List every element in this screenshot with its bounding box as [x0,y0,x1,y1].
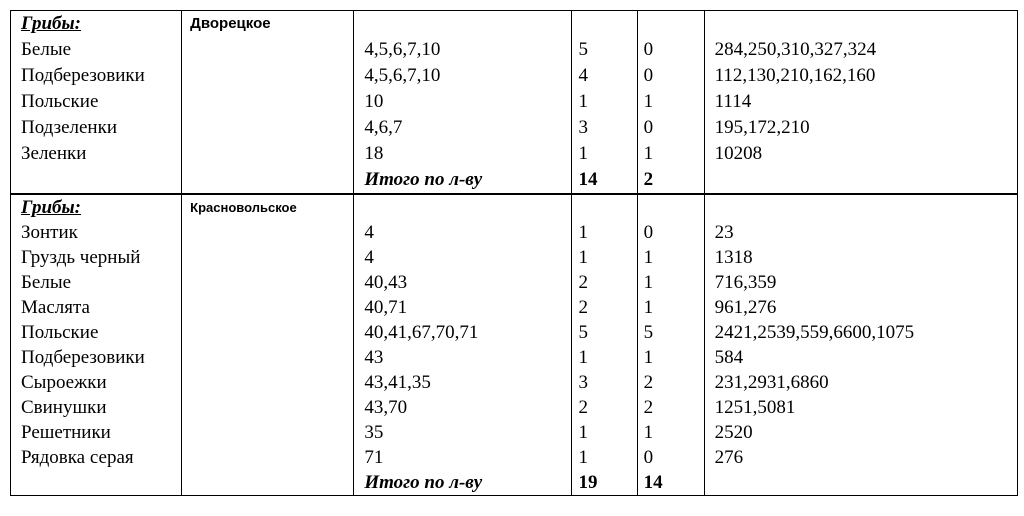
species-name: Польские [21,91,99,112]
species-name: Белые [21,39,72,60]
values-list: 961,276 [714,297,777,318]
count-a: 5 [578,39,589,60]
species-name: Подзеленки [21,117,117,138]
count-b: 1 [643,422,654,443]
species-name: Сыроежки [21,372,107,393]
count-b: 0 [643,65,654,86]
count-b-column [637,11,704,195]
values-list: 195,172,210 [714,117,810,138]
table-section [11,194,1018,496]
count-b: 1 [643,347,654,368]
sites-value: 4,5,6,7,10 [364,39,441,60]
sites-value: 10 [364,91,384,112]
values-list: 276 [714,447,744,468]
count-a: 4 [578,65,589,86]
count-a: 1 [578,347,589,368]
total-a: 19 [578,472,598,493]
species-name: Зеленки [21,143,87,164]
count-a: 2 [578,297,589,318]
sites-value: 40,71 [364,297,408,318]
location-name: Дворецкое [190,15,271,32]
values-list: 584 [714,347,744,368]
count-b: 1 [643,297,654,318]
values-list: 1114 [714,91,752,112]
count-b: 0 [643,117,654,138]
sites-value: 4 [364,247,374,268]
values-list: 23 [714,222,734,243]
values-column [704,11,1017,195]
species-name: Груздь черный [21,247,141,268]
total-b: 2 [643,169,654,190]
sites-value: 43,70 [364,397,408,418]
count-a: 3 [578,372,589,393]
sites-value: 4 [364,222,374,243]
count-b: 0 [643,39,654,60]
sites-value: 35 [364,422,384,443]
sites-value: 18 [364,143,384,164]
sites-column [354,11,571,195]
count-a: 1 [578,247,589,268]
total-a: 14 [578,169,598,190]
species-name: Зонтик [21,222,78,243]
species-name: Подберезовики [21,347,145,368]
count-b: 1 [643,91,654,112]
count-a-column [571,11,637,195]
count-b-column [637,194,704,496]
count-a: 3 [578,117,589,138]
sites-value: 43,41,35 [364,372,431,393]
location-name: Красновольское [190,200,297,215]
count-a: 1 [578,447,589,468]
document-page [10,10,1018,506]
values-list: 1318 [714,247,753,268]
total-label: Итого по л-ву [364,472,483,493]
values-list: 112,130,210,162,160 [714,65,876,86]
sites-value: 4,6,7 [364,117,403,138]
species-name: Свинушки [21,397,107,418]
values-list: 284,250,310,327,324 [714,39,877,60]
count-b: 1 [643,143,654,164]
count-b: 2 [643,397,654,418]
count-b: 1 [643,247,654,268]
count-a: 2 [578,272,589,293]
count-b: 0 [643,222,654,243]
count-b: 0 [643,447,654,468]
species-name: Рядовка серая [21,447,134,468]
values-list: 2421,2539,559,6600,1075 [714,322,915,343]
section-heading: Грибы: [21,13,82,34]
count-a: 2 [578,397,589,418]
values-list: 231,2931,6860 [714,372,829,393]
count-a: 1 [578,91,589,112]
values-list: 2520 [714,422,753,443]
location-column [182,194,354,496]
sites-value: 43 [364,347,384,368]
section-heading: Грибы: [21,197,82,218]
total-b: 14 [643,472,663,493]
sites-column [354,194,571,496]
count-a: 1 [578,143,589,164]
species-name: Подберезовики [21,65,145,86]
species-name: Польские [21,322,99,343]
values-list: 1251,5081 [714,397,796,418]
species-column [11,11,182,195]
values-list: 10208 [714,143,763,164]
count-a: 5 [578,322,589,343]
mushroom-table [10,10,1018,496]
species-name: Белые [21,272,72,293]
table-section [11,11,1018,195]
sites-value: 71 [364,447,384,468]
count-b: 2 [643,372,654,393]
sites-value: 40,43 [364,272,408,293]
values-column [704,194,1017,496]
count-a: 1 [578,222,589,243]
species-column [11,194,182,496]
count-a-column [571,194,637,496]
location-column [182,11,354,195]
count-b: 1 [643,272,654,293]
total-label: Итого по л-ву [364,169,483,190]
count-b: 5 [643,322,654,343]
sites-value: 4,5,6,7,10 [364,65,441,86]
values-list: 716,359 [714,272,777,293]
sites-value: 40,41,67,70,71 [364,322,479,343]
species-name: Маслята [21,297,90,318]
count-a: 1 [578,422,589,443]
species-name: Решетники [21,422,111,443]
